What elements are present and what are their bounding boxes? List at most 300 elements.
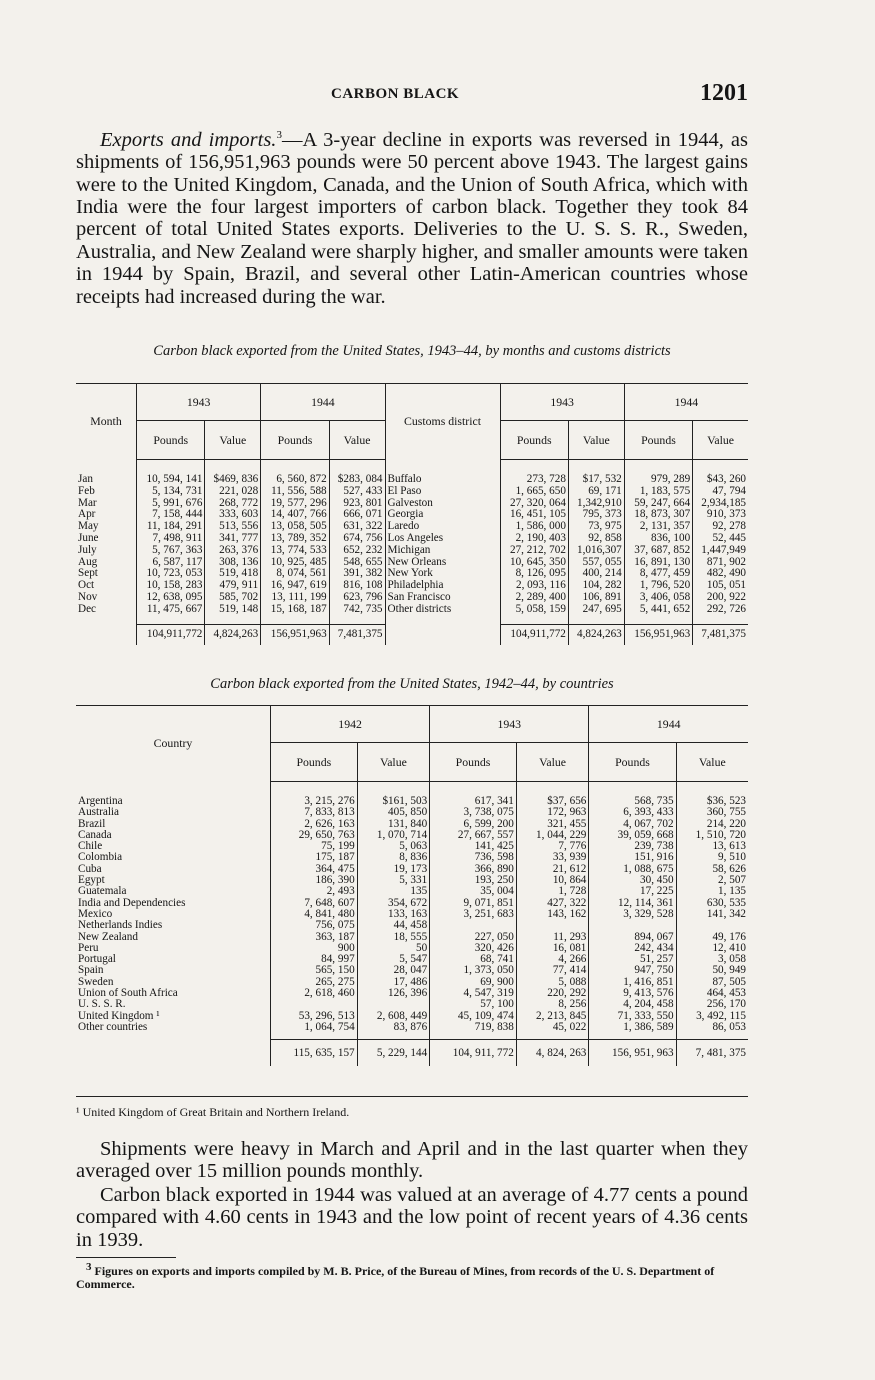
table-row xyxy=(76,486,748,498)
district-label: New York xyxy=(385,568,500,580)
district-value-1943-cell: 795, 373 xyxy=(568,509,624,521)
value-1942-cell xyxy=(357,999,430,1010)
pounds-1942-cell: 175, 187 xyxy=(271,852,358,863)
total-dp44: 156,951,963 xyxy=(624,624,692,645)
value-1943-cell: 1, 728 xyxy=(516,886,589,897)
district-value-1944-cell: 482, 490 xyxy=(693,568,748,580)
country-label: Other countries xyxy=(78,1021,148,1034)
total-dp43: 104,911,772 xyxy=(500,624,568,645)
running-header xyxy=(76,80,748,112)
pounds-1943-cell: 193, 250 xyxy=(430,875,517,886)
table-row xyxy=(76,807,748,818)
pounds-1944-cell: 12, 114, 361 xyxy=(589,898,676,909)
pounds-1942-cell: 4, 841, 480 xyxy=(271,909,358,920)
pounds-1944-cell: 13, 111, 199 xyxy=(261,592,329,604)
value-1944-cell: 666, 071 xyxy=(329,509,385,521)
district-value-1944-cell: 105, 051 xyxy=(693,580,748,592)
country-label: United Kingdom ¹ xyxy=(78,1009,160,1022)
value-1943-cell: 33, 939 xyxy=(516,852,589,863)
pounds-1942-cell: 29, 650, 763 xyxy=(271,830,358,841)
district-label: Laredo xyxy=(385,521,500,533)
value-1942-cell: 2, 608, 449 xyxy=(357,1011,430,1022)
pounds-1944-cell: 10, 925, 485 xyxy=(261,557,329,569)
value-1943-cell: 268, 772 xyxy=(205,498,261,510)
country-label: Canada xyxy=(78,828,112,841)
district-label: Los Angeles xyxy=(385,533,500,545)
district-pounds-1943-cell: 1, 665, 650 xyxy=(500,486,568,498)
col-pounds: Pounds xyxy=(271,743,358,782)
blank-cell xyxy=(385,624,500,645)
pounds-1942-cell: 900 xyxy=(271,943,358,954)
value-1944-cell: 652, 232 xyxy=(329,545,385,557)
month-label: Dec xyxy=(78,603,97,616)
district-value-1943-cell: $17, 532 xyxy=(568,460,624,486)
district-pounds-1943-cell: 5, 058, 159 xyxy=(500,604,568,624)
pounds-1944-cell: 4, 204, 458 xyxy=(589,999,676,1010)
col-pounds: Pounds xyxy=(137,421,205,460)
table-row xyxy=(76,782,748,808)
pounds-1944-cell xyxy=(589,920,676,931)
col-group-1943: 1943 xyxy=(430,706,589,743)
pounds-1944-cell: 947, 750 xyxy=(589,965,676,976)
month-label: Feb xyxy=(78,484,95,497)
district-pounds-1944-cell: 37, 687, 852 xyxy=(624,545,692,557)
total-dv43: 4,824,263 xyxy=(568,624,624,645)
pounds-1943-cell: 27, 667, 557 xyxy=(430,830,517,841)
pounds-1942-cell: 2, 618, 460 xyxy=(271,988,358,999)
pounds-1942-cell: 7, 648, 607 xyxy=(271,898,358,909)
col-value: Value xyxy=(568,421,624,460)
value-1944-cell: 1, 510, 720 xyxy=(676,830,748,841)
page-footnote xyxy=(76,1261,748,1291)
col-value: Value xyxy=(516,743,589,782)
value-1943-cell: 77, 414 xyxy=(516,965,589,976)
col-group-1943: 1943 xyxy=(137,384,261,421)
value-1944-cell: 527, 433 xyxy=(329,486,385,498)
district-value-1943-cell: 69, 171 xyxy=(568,486,624,498)
col-group-1944: 1944 xyxy=(589,706,748,743)
value-1942-cell: 5, 547 xyxy=(357,954,430,965)
pounds-1943-cell: 10, 723, 053 xyxy=(137,568,205,580)
pounds-1944-cell: 894, 067 xyxy=(589,932,676,943)
table-row xyxy=(76,545,748,557)
value-1943-cell xyxy=(516,920,589,931)
pounds-1943-cell: 3, 738, 075 xyxy=(430,807,517,818)
pounds-1942-cell: 7, 833, 813 xyxy=(271,807,358,818)
country-label: Guatemala xyxy=(78,885,127,898)
pounds-1942-cell xyxy=(271,999,358,1010)
district-pounds-1944-cell: 18, 873, 307 xyxy=(624,509,692,521)
pounds-1944-cell: 11, 556, 588 xyxy=(261,486,329,498)
value-1942-cell: 83, 876 xyxy=(357,1022,430,1040)
pounds-1943-cell: 68, 741 xyxy=(430,954,517,965)
pounds-1944-cell: 13, 774, 533 xyxy=(261,545,329,557)
pounds-1943-cell: 11, 475, 667 xyxy=(137,604,205,624)
month-label: June xyxy=(78,531,99,544)
country-label: Cuba xyxy=(78,862,102,875)
table-row xyxy=(76,1022,748,1040)
table-row xyxy=(76,999,748,1010)
table-bottom-rule xyxy=(76,1096,748,1097)
pounds-1944-cell: 6, 393, 433 xyxy=(589,807,676,818)
value-1942-cell: 19, 173 xyxy=(357,864,430,875)
value-1944-cell: 816, 108 xyxy=(329,580,385,592)
pounds-1943-cell: 719, 838 xyxy=(430,1022,517,1040)
footnote-ref: 3 xyxy=(276,129,282,141)
value-1944-cell: 49, 176 xyxy=(676,932,748,943)
pounds-1944-cell: 3, 329, 528 xyxy=(589,909,676,920)
value-1943-cell: 8, 256 xyxy=(516,999,589,1010)
value-1943-cell: 321, 455 xyxy=(516,819,589,830)
value-1943-cell: 519, 148 xyxy=(205,604,261,624)
pounds-1944-cell: 242, 434 xyxy=(589,943,676,954)
table-row xyxy=(76,604,748,624)
pounds-1943-cell: 736, 598 xyxy=(430,852,517,863)
district-pounds-1943-cell: 2, 093, 116 xyxy=(500,580,568,592)
value-1944-cell: 58, 626 xyxy=(676,864,748,875)
district-value-1944-cell: 910, 373 xyxy=(693,509,748,521)
value-1944-cell: $283, 084 xyxy=(329,460,385,486)
value-1943-cell: 11, 293 xyxy=(516,932,589,943)
pounds-1943-cell: 6, 599, 200 xyxy=(430,819,517,830)
value-1944-cell: 2, 507 xyxy=(676,875,748,886)
pounds-1942-cell: 75, 199 xyxy=(271,841,358,852)
district-value-1944-cell: 292, 726 xyxy=(693,604,748,624)
pounds-1943-cell: 57, 100 xyxy=(430,999,517,1010)
district-pounds-1943-cell: 2, 289, 400 xyxy=(500,592,568,604)
table-countries xyxy=(76,705,748,1066)
country-label: Netherlands Indies xyxy=(78,919,163,932)
district-pounds-1944-cell: 1, 183, 575 xyxy=(624,486,692,498)
district-value-1943-cell: 92, 858 xyxy=(568,533,624,545)
value-1944-cell: 13, 613 xyxy=(676,841,748,852)
value-1943-cell: 16, 081 xyxy=(516,943,589,954)
district-value-1944-cell: 92, 278 xyxy=(693,521,748,533)
pounds-1942-cell: 363, 187 xyxy=(271,932,358,943)
value-1944-cell: 214, 220 xyxy=(676,819,748,830)
table-footnote: ¹ United Kingdom of Great Britain and Northern Ireland. xyxy=(76,1105,350,1119)
pounds-1944-cell: 1, 088, 675 xyxy=(589,864,676,875)
value-1944-cell: 50, 949 xyxy=(676,965,748,976)
total-v44: 7, 481, 375 xyxy=(676,1040,748,1067)
pounds-1943-cell: 45, 109, 474 xyxy=(430,1011,517,1022)
district-pounds-1944-cell: 1, 796, 520 xyxy=(624,580,692,592)
col-group-1944-district: 1944 xyxy=(624,384,748,421)
district-value-1944-cell: 871, 902 xyxy=(693,557,748,569)
district-pounds-1943-cell: 27, 212, 702 xyxy=(500,545,568,557)
district-value-1944-cell: 1,447,949 xyxy=(693,545,748,557)
value-1943-cell: 45, 022 xyxy=(516,1022,589,1040)
value-1942-cell: 17, 486 xyxy=(357,977,430,988)
district-label: El Paso xyxy=(385,486,500,498)
pounds-1943-cell: 5, 991, 676 xyxy=(137,498,205,510)
pounds-1944-cell: 14, 407, 766 xyxy=(261,509,329,521)
value-1944-cell: 12, 410 xyxy=(676,943,748,954)
pounds-1943-cell: 1, 373, 050 xyxy=(430,965,517,976)
footnote-marker: 3 xyxy=(86,1261,92,1273)
district-pounds-1944-cell: 8, 477, 459 xyxy=(624,568,692,580)
district-value-1943-cell: 106, 891 xyxy=(568,592,624,604)
value-1944-cell: 1, 135 xyxy=(676,886,748,897)
total-v43: 4, 824, 263 xyxy=(516,1040,589,1067)
pounds-1943-cell: 35, 004 xyxy=(430,886,517,897)
value-1943-cell: 479, 911 xyxy=(205,580,261,592)
district-value-1943-cell: 1,342,910 xyxy=(568,498,624,510)
value-1943-cell: 2, 213, 845 xyxy=(516,1011,589,1022)
pounds-1944-cell: 71, 333, 550 xyxy=(589,1011,676,1022)
value-1943-cell: 220, 292 xyxy=(516,988,589,999)
district-label: Philadelphia xyxy=(385,580,500,592)
district-value-1943-cell: 1,016,307 xyxy=(568,545,624,557)
footnote-rule xyxy=(76,1257,176,1258)
country-label: Egypt xyxy=(78,874,105,887)
body-paragraph-shipments: Shipments were heavy in March and April and in the last quarter when they averaged over 15 million pounds monthly. xyxy=(76,1138,748,1183)
district-pounds-1943-cell: 8, 126, 095 xyxy=(500,568,568,580)
country-label: Australia xyxy=(78,806,120,819)
district-label: New Orleans xyxy=(385,557,500,569)
value-1943-cell: 333, 603 xyxy=(205,509,261,521)
country-label: Argentina xyxy=(78,794,123,807)
value-1942-cell: 1, 070, 714 xyxy=(357,830,430,841)
pounds-1944-cell: 13, 058, 505 xyxy=(261,521,329,533)
month-label: Jan xyxy=(78,472,93,485)
district-value-1943-cell: 104, 282 xyxy=(568,580,624,592)
district-value-1943-cell: 400, 214 xyxy=(568,568,624,580)
value-1944-cell: $36, 523 xyxy=(676,782,748,808)
col-value: Value xyxy=(357,743,430,782)
pounds-1943-cell: 7, 158, 444 xyxy=(137,509,205,521)
pounds-1944-cell: 15, 168, 187 xyxy=(261,604,329,624)
pounds-1943-cell: 10, 594, 141 xyxy=(137,460,205,486)
pounds-1944-cell: 13, 789, 352 xyxy=(261,533,329,545)
country-label: New Zealand xyxy=(78,930,138,943)
country-label: Portugal xyxy=(78,953,116,966)
value-1942-cell: 28, 047 xyxy=(357,965,430,976)
district-value-1944-cell: 47, 794 xyxy=(693,486,748,498)
month-label: Sept xyxy=(78,567,98,580)
district-pounds-1944-cell: 979, 289 xyxy=(624,460,692,486)
country-label: Union of South Africa xyxy=(78,987,178,1000)
col-value: Value xyxy=(205,421,261,460)
district-pounds-1943-cell: 16, 451, 105 xyxy=(500,509,568,521)
value-1943-cell: 1, 044, 229 xyxy=(516,830,589,841)
pounds-1944-cell: 30, 450 xyxy=(589,875,676,886)
value-1944-cell: 256, 170 xyxy=(676,999,748,1010)
month-label: Aug xyxy=(78,555,98,568)
country-label: Colombia xyxy=(78,851,123,864)
total-p44: 156,951,963 xyxy=(261,624,329,645)
value-1943-cell: 10, 864 xyxy=(516,875,589,886)
district-value-1944-cell: 2,934,185 xyxy=(693,498,748,510)
value-1944-cell: 923, 801 xyxy=(329,498,385,510)
col-pounds: Pounds xyxy=(430,743,517,782)
month-label: Mar xyxy=(78,496,97,509)
district-value-1944-cell: 52, 445 xyxy=(693,533,748,545)
district-pounds-1943-cell: 1, 586, 000 xyxy=(500,521,568,533)
page-number: 1201 xyxy=(700,80,748,106)
district-label: Other districts xyxy=(385,604,500,624)
value-1942-cell: 8, 836 xyxy=(357,852,430,863)
table2-caption: Carbon black exported from the United States, 1942–44, by countries xyxy=(210,676,614,692)
pounds-1943-cell: 11, 184, 291 xyxy=(137,521,205,533)
value-1943-cell: 519, 418 xyxy=(205,568,261,580)
value-1944-cell: 548, 655 xyxy=(329,557,385,569)
district-pounds-1944-cell: 5, 441, 652 xyxy=(624,604,692,624)
pounds-1943-cell xyxy=(430,920,517,931)
value-1943-cell: 5, 088 xyxy=(516,977,589,988)
col-value: Value xyxy=(329,421,385,460)
month-label: Oct xyxy=(78,579,95,592)
value-1944-cell: 464, 453 xyxy=(676,988,748,999)
district-label: Michigan xyxy=(385,545,500,557)
district-value-1943-cell: 247, 695 xyxy=(568,604,624,624)
pounds-1942-cell: 565, 150 xyxy=(271,965,358,976)
value-1942-cell: 133, 163 xyxy=(357,909,430,920)
district-value-1944-cell: 200, 922 xyxy=(693,592,748,604)
value-1943-cell: 308, 136 xyxy=(205,557,261,569)
col-group-1944: 1944 xyxy=(261,384,385,421)
country-label: Spain xyxy=(78,964,104,977)
pounds-1944-cell: 1, 416, 851 xyxy=(589,977,676,988)
month-label: Apr xyxy=(78,508,96,521)
value-1943-cell: 172, 963 xyxy=(516,807,589,818)
col-pounds: Pounds xyxy=(261,421,329,460)
value-1944-cell: 742, 735 xyxy=(329,604,385,624)
value-1944-cell: 630, 535 xyxy=(676,898,748,909)
value-1944-cell: 86, 053 xyxy=(676,1022,748,1040)
col-value: Value xyxy=(693,421,748,460)
value-1944-cell: 3, 058 xyxy=(676,954,748,965)
value-1944-cell: 631, 322 xyxy=(329,521,385,533)
pounds-1943-cell: 3, 251, 683 xyxy=(430,909,517,920)
intro-paragraph xyxy=(76,124,748,308)
pounds-1944-cell: 568, 735 xyxy=(589,782,676,808)
value-1942-cell: 44, 458 xyxy=(357,920,430,931)
district-pounds-1944-cell: 836, 100 xyxy=(624,533,692,545)
country-label: Mexico xyxy=(78,907,113,920)
district-value-1943-cell: 73, 975 xyxy=(568,521,624,533)
pounds-1943-cell: 227, 050 xyxy=(430,932,517,943)
pounds-1944-cell: 9, 413, 576 xyxy=(589,988,676,999)
district-label: Buffalo xyxy=(385,460,500,486)
value-1944-cell: 141, 342 xyxy=(676,909,748,920)
total-v42: 5, 229, 144 xyxy=(357,1040,430,1067)
pounds-1942-cell: 756, 075 xyxy=(271,920,358,931)
country-label: Peru xyxy=(78,941,99,954)
district-pounds-1943-cell: 273, 728 xyxy=(500,460,568,486)
footnote-text: Figures on exports and imports compiled by M. B. Price, of the Bureau of Mines, from records of the U. S. Department of Commerce. xyxy=(76,1264,715,1291)
month-label: May xyxy=(78,520,99,533)
pounds-1943-cell: 4, 547, 319 xyxy=(430,988,517,999)
pounds-1943-cell: 69, 900 xyxy=(430,977,517,988)
value-1944-cell: 3, 492, 115 xyxy=(676,1011,748,1022)
value-1943-cell: $469, 836 xyxy=(205,460,261,486)
district-pounds-1944-cell: 16, 891, 130 xyxy=(624,557,692,569)
value-1942-cell: 5, 063 xyxy=(357,841,430,852)
table1-caption: Carbon black exported from the United States, 1943–44, by months and customs districts xyxy=(153,343,671,359)
col-pounds: Pounds xyxy=(589,743,676,782)
pounds-1943-cell: 7, 498, 911 xyxy=(137,533,205,545)
table-months-districts xyxy=(76,383,748,645)
district-label: Galveston xyxy=(385,498,500,510)
col-month: Month xyxy=(90,414,122,429)
pounds-1942-cell: 3, 215, 276 xyxy=(271,782,358,808)
pounds-1944-cell: 8, 074, 561 xyxy=(261,568,329,580)
section-lead: Exports and imports. xyxy=(100,128,277,151)
total-p44: 156, 951, 963 xyxy=(589,1040,676,1067)
value-1944-cell: 623, 796 xyxy=(329,592,385,604)
pounds-1944-cell: 6, 560, 872 xyxy=(261,460,329,486)
district-pounds-1944-cell: 3, 406, 058 xyxy=(624,592,692,604)
total-p43: 104, 911, 772 xyxy=(430,1040,517,1067)
value-1942-cell: 50 xyxy=(357,943,430,954)
pounds-1942-cell: 2, 626, 163 xyxy=(271,819,358,830)
value-1942-cell: 5, 331 xyxy=(357,875,430,886)
intro-text: —A 3-year decline in exports was reversed in 1944, as shipments of 156,951,963 pounds were 50 percent above 1943. The largest gains were to the United Kingdom, Canada, and the Union of South Africa, which with India were the four largest importers of carbon black. Together they took 84 percent of total United States exports. Deliveries to the U. S. S. R., Sweden, Australia, and New Zealand were sharply higher, and smaller amounts were taken in 1944 by Spain, Brazil, and several other Latin-American countries whose receipts had increased during the war. xyxy=(76,128,748,308)
pounds-1943-cell: 12, 638, 095 xyxy=(137,592,205,604)
value-1943-cell: $37, 656 xyxy=(516,782,589,808)
pounds-1944-cell: 4, 067, 702 xyxy=(589,819,676,830)
pounds-1943-cell: 5, 767, 363 xyxy=(137,545,205,557)
col-group-1942: 1942 xyxy=(271,706,430,743)
district-pounds-1943-cell: 27, 320, 064 xyxy=(500,498,568,510)
pounds-1944-cell: 16, 947, 619 xyxy=(261,580,329,592)
district-value-1944-cell: $43, 260 xyxy=(693,460,748,486)
value-1943-cell: 263, 376 xyxy=(205,545,261,557)
district-value-1943-cell: 557, 055 xyxy=(568,557,624,569)
pounds-1944-cell: 239, 738 xyxy=(589,841,676,852)
total-p42: 115, 635, 157 xyxy=(271,1040,358,1067)
blank-cell xyxy=(76,624,137,645)
value-1944-cell xyxy=(676,920,748,931)
pounds-1943-cell: 6, 587, 117 xyxy=(137,557,205,569)
table-row xyxy=(76,460,748,486)
value-1942-cell: 126, 396 xyxy=(357,988,430,999)
country-label: India and Dependencies xyxy=(78,896,186,909)
pounds-1942-cell: 53, 296, 513 xyxy=(271,1011,358,1022)
pounds-1942-cell: 186, 390 xyxy=(271,875,358,886)
country-label: U. S. S. R. xyxy=(78,998,126,1011)
total-v43: 4,824,263 xyxy=(205,624,261,645)
col-country: Country xyxy=(153,736,193,751)
district-pounds-1943-cell: 2, 190, 403 xyxy=(500,533,568,545)
col-pounds: Pounds xyxy=(500,421,568,460)
district-pounds-1944-cell: 59, 247, 664 xyxy=(624,498,692,510)
pounds-1944-cell: 39, 059, 668 xyxy=(589,830,676,841)
table-row xyxy=(76,886,748,897)
month-label: July xyxy=(78,543,97,556)
pounds-1943-cell: 9, 071, 851 xyxy=(430,898,517,909)
value-1943-cell: 341, 777 xyxy=(205,533,261,545)
pounds-1943-cell: 5, 134, 731 xyxy=(137,486,205,498)
pounds-1944-cell: 51, 257 xyxy=(589,954,676,965)
pounds-1942-cell: 84, 997 xyxy=(271,954,358,965)
district-label: San Francisco xyxy=(385,592,500,604)
value-1942-cell: 354, 672 xyxy=(357,898,430,909)
pounds-1943-cell: 10, 158, 283 xyxy=(137,580,205,592)
pounds-1944-cell: 151, 916 xyxy=(589,852,676,863)
table-row xyxy=(76,533,748,545)
value-1943-cell: 585, 702 xyxy=(205,592,261,604)
district-pounds-1944-cell: 2, 131, 357 xyxy=(624,521,692,533)
district-label: Georgia xyxy=(385,509,500,521)
total-row xyxy=(76,1040,748,1067)
body-paragraph-value: Carbon black exported in 1944 was valued at an average of 4.77 cents a pound compared with 4.60 cents in 1943 and the low point of recent years of 4.36 cents in 1939. xyxy=(76,1184,748,1251)
country-label: Chile xyxy=(78,840,103,853)
value-1944-cell: 360, 755 xyxy=(676,807,748,818)
value-1943-cell: 4, 266 xyxy=(516,954,589,965)
total-p43: 104,911,772 xyxy=(137,624,205,645)
